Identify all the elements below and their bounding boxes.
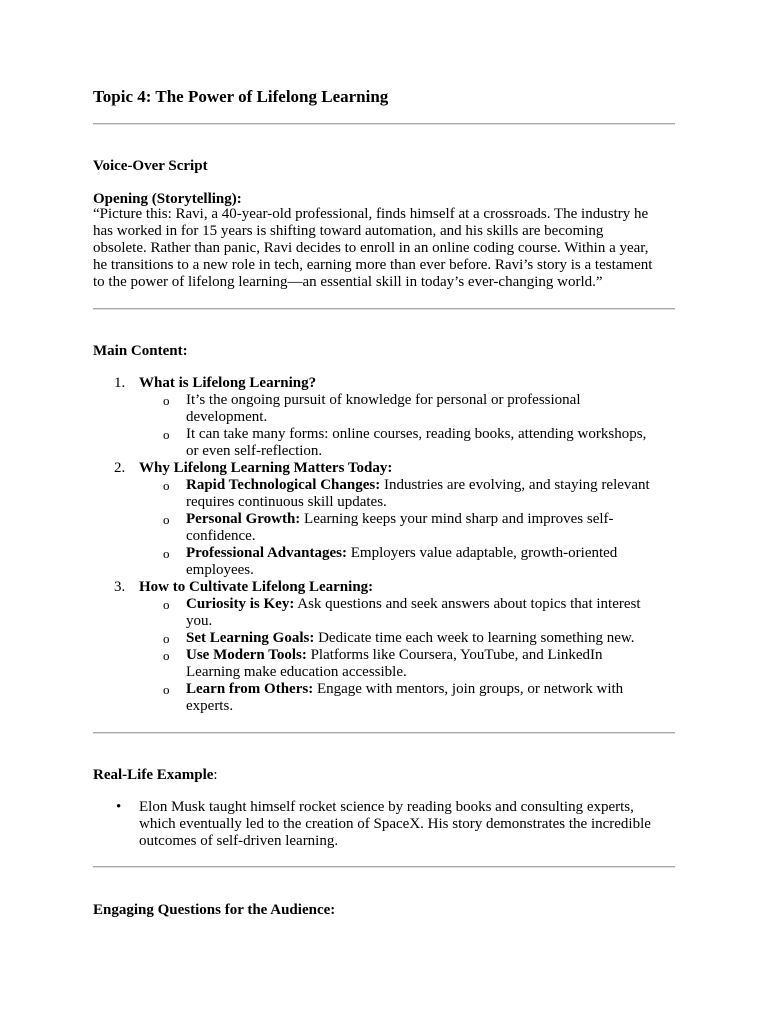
sub-bullet-text: development. xyxy=(186,409,268,425)
heading-text: Real-Life Example xyxy=(93,767,214,783)
circle-bullet-icon: o xyxy=(163,597,170,612)
sub-bullet-text: confidence. xyxy=(186,528,256,544)
sub-bullet-text xyxy=(186,647,603,664)
opening-paragraph xyxy=(93,206,675,291)
sub-bullet-rest: Ask questions and seek answers about topics that interest xyxy=(294,596,641,612)
opening-line: obsolete. Rather than panic, Ravi decides to enroll in an online coding course. Within a year, xyxy=(93,240,649,256)
circle-bullet-icon: o xyxy=(163,478,170,493)
sub-bullet-rest: Learning keeps your mind sharp and improves self- xyxy=(300,511,614,527)
sub-bullet-rest: Platforms like Coursera, YouTube, and LinkedIn xyxy=(306,647,603,663)
sub-bullet-bold: Learn from Others: xyxy=(186,681,314,697)
example-line: which eventually led to the creation of SpaceX. His story demonstrates the incredible xyxy=(139,816,651,832)
sub-bullet-text xyxy=(186,681,623,698)
sub-bullet-text: employees. xyxy=(186,562,254,578)
sub-bullet-text: Learning make education accessible. xyxy=(186,664,407,680)
sub-bullet-text: It’s the ongoing pursuit of knowledge for personal or professional xyxy=(186,392,581,408)
opening-line: “Picture this: Ravi, a 40-year-old professional, finds himself at a crossroads. The industry he xyxy=(93,206,649,222)
circle-bullet-icon: o xyxy=(163,648,170,663)
sub-bullet-text xyxy=(186,511,614,528)
divider xyxy=(93,308,675,310)
list-item-title: How to Cultivate Lifelong Learning: xyxy=(139,579,374,595)
circle-bullet-icon: o xyxy=(163,427,170,442)
bullet-icon: • xyxy=(116,799,122,815)
circle-bullet-icon: o xyxy=(163,546,170,561)
sub-bullet-rest: Employers value adaptable, growth-oriented xyxy=(346,545,618,561)
circle-bullet-icon: o xyxy=(163,682,170,697)
sub-bullet-bold: Professional Advantages: xyxy=(186,545,347,561)
section-heading-voiceover: Voice-Over Script xyxy=(93,158,208,174)
engaging-questions-heading: Engaging Questions for the Audience: xyxy=(93,902,336,918)
sub-bullet-bold: Rapid Technological Changes: xyxy=(186,477,381,493)
page-title: Topic 4: The Power of Lifelong Learning xyxy=(93,87,389,106)
sub-bullet-bold: Use Modern Tools: xyxy=(186,647,307,663)
example-line: outcomes of self-driven learning. xyxy=(139,833,339,849)
sub-bullet-text: It can take many forms: online courses, reading books, attending workshops, xyxy=(186,426,647,442)
heading-colon: : xyxy=(213,767,218,783)
sub-bullet-bold: Curiosity is Key: xyxy=(186,596,295,612)
list-item-title: What is Lifelong Learning? xyxy=(139,375,317,391)
list-number: 3. xyxy=(114,579,126,595)
list-item-title: Why Lifelong Learning Matters Today: xyxy=(139,460,393,476)
opening-line: he transitions to a new role in tech, earning more than ever before. Ravi’s story is a testament xyxy=(93,257,653,273)
sub-bullet-text: or even self-reflection. xyxy=(186,443,323,459)
sub-bullet-rest: Engage with mentors, join groups, or network with xyxy=(313,681,624,697)
sub-bullet-text xyxy=(186,596,641,613)
sub-bullet-text xyxy=(186,477,650,494)
circle-bullet-icon: o xyxy=(163,393,170,408)
opening-heading: Opening (Storytelling): xyxy=(93,191,242,207)
divider xyxy=(93,732,675,734)
main-content-heading: Main Content: xyxy=(93,343,188,359)
sub-bullet-text: you. xyxy=(186,613,213,629)
example-line: Elon Musk taught himself rocket science by reading books and consulting experts, xyxy=(139,799,634,815)
opening-line: to the power of lifelong learning—an essential skill in today’s ever-changing world.” xyxy=(93,274,603,290)
circle-bullet-icon: o xyxy=(163,512,170,527)
list-number: 2. xyxy=(114,460,126,476)
sub-bullet-bold: Set Learning Goals: xyxy=(186,630,315,646)
list-number: 1. xyxy=(114,375,126,391)
sub-bullet-text: requires continuous skill updates. xyxy=(186,494,387,510)
divider xyxy=(93,866,675,868)
opening-line: has worked in for 15 years is shifting toward automation, and his skills are becoming xyxy=(93,223,604,239)
sub-bullet-rest: Dedicate time each week to learning something new. xyxy=(314,630,635,646)
sub-bullet-rest: Industries are evolving, and staying relevant xyxy=(380,477,650,493)
sub-bullet-text xyxy=(186,630,635,647)
divider xyxy=(93,123,675,125)
sub-bullet-text: experts. xyxy=(186,698,234,714)
example-text xyxy=(139,799,651,850)
sub-bullet-bold: Personal Growth: xyxy=(186,511,301,527)
real-life-example-heading xyxy=(93,766,218,784)
circle-bullet-icon: o xyxy=(163,631,170,646)
sub-bullet-text xyxy=(186,545,617,562)
